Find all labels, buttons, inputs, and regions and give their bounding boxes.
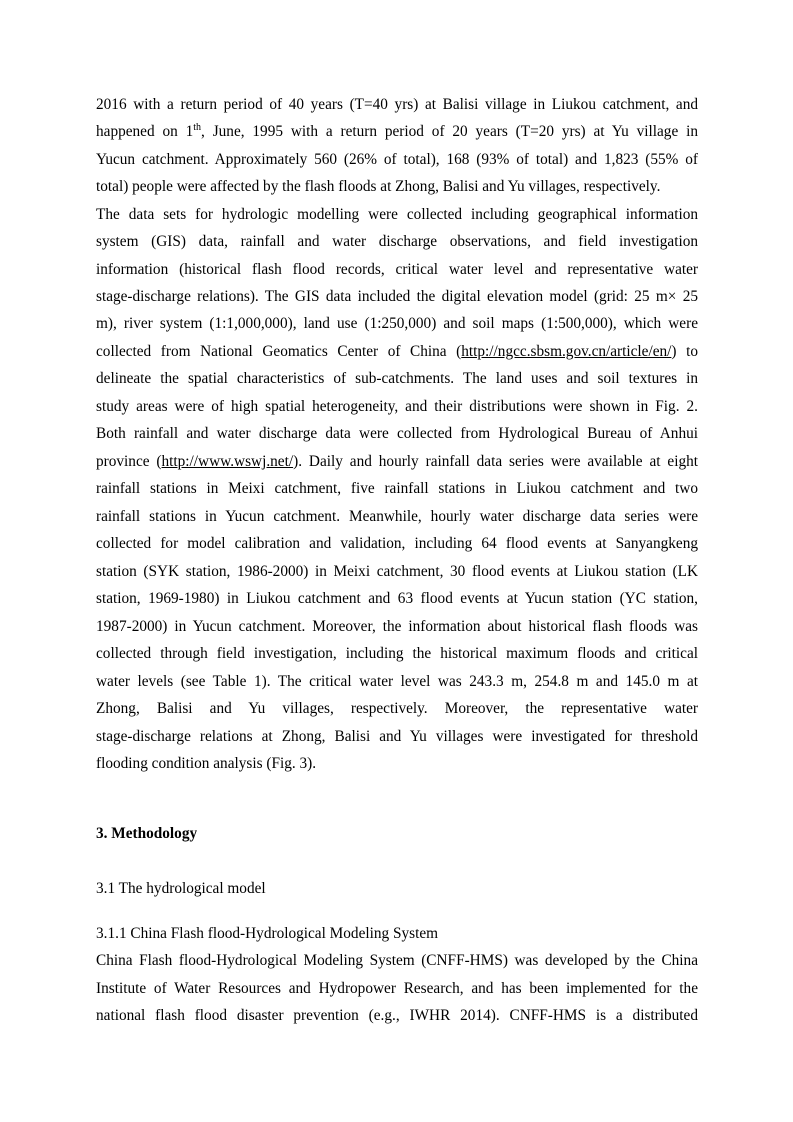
ordinal-superscript: th xyxy=(193,121,202,133)
text-line: province (http://www.wswj.net/). Daily and hourly rainfall data series were available at eight xyxy=(96,453,698,470)
text-line: Yucun catchment. Approximately 560 (26% of total), 168 (93% of total) and 1,823 (55% of xyxy=(96,151,698,168)
text-line: delineate the spatial characteristics of sub-catchments. The land uses and soil textures in xyxy=(96,370,698,387)
text-line: happened on 1th, June, 1995 with a return period of 20 years (T=20 yrs) at Yu village in xyxy=(96,121,698,140)
subsubsection-heading: 3.1.1 China Flash flood-Hydrological Modeling System xyxy=(96,925,439,942)
text-line: flooding condition analysis (Fig. 3). xyxy=(96,755,317,772)
text-line: collected from National Geomatics Center of China (http://ngcc.sbsm.gov.cn/article/en/) to xyxy=(96,343,698,360)
text-line: Both rainfall and water discharge data were collected from Hydrological Bureau of Anhui xyxy=(96,425,698,442)
text-line: system (GIS) data, rainfall and water discharge observations, and field investigation xyxy=(96,233,698,250)
wswj-link[interactable]: http://www.wswj.net/ xyxy=(161,453,294,470)
text-line: station (SYK station, 1986-2000) in Meixi catchment, 30 flood events at Liukou station (LK xyxy=(96,563,698,580)
text-line: station, 1969-1980) in Liukou catchment and 63 flood events at Yucun station (YC station, xyxy=(96,590,698,607)
text-line: information (historical flash flood records, critical water level and representative water xyxy=(96,261,698,278)
section-heading: 3. Methodology xyxy=(96,825,198,842)
subsection-heading: 3.1 The hydrological model xyxy=(96,880,266,897)
text-line: water levels (see Table 1). The critical water level was 243.3 m, 254.8 m and 145.0 m at xyxy=(96,673,698,690)
text-line: rainfall stations in Yucun catchment. Meanwhile, hourly water discharge data series were xyxy=(96,508,698,525)
text-line: Institute of Water Resources and Hydropower Research, and has been implemented for the xyxy=(96,980,698,997)
text-line: rainfall stations in Meixi catchment, five rainfall stations in Liukou catchment and two xyxy=(96,480,698,497)
text-line: Zhong, Balisi and Yu villages, respectively. Moreover, the representative water xyxy=(96,700,698,717)
text-line: 2016 with a return period of 40 years (T=40 yrs) at Balisi village in Liukou catchment, and xyxy=(96,96,698,113)
text-line: m), river system (1:1,000,000), land use (1:250,000) and soil maps (1:500,000), which were xyxy=(96,315,698,332)
text-line: collected through field investigation, including the historical maximum floods and critical xyxy=(96,645,698,662)
text-line: national flash flood disaster prevention (e.g., IWHR 2014). CNFF-HMS is a distributed xyxy=(96,1007,698,1024)
text-line: The data sets for hydrologic modelling were collected including geographical information xyxy=(96,206,698,223)
text-line: stage-discharge relations). The GIS data included the digital elevation model (grid: 25 m× 25 xyxy=(96,288,698,305)
text-line: total) people were affected by the flash floods at Zhong, Balisi and Yu villages, respectively. xyxy=(96,178,661,195)
text-line: collected for model calibration and validation, including 64 flood events at Sanyangkeng xyxy=(96,535,698,552)
text-line: China Flash flood-Hydrological Modeling System (CNFF-HMS) was developed by the China xyxy=(96,952,698,969)
ngcc-link[interactable]: http://ngcc.sbsm.gov.cn/article/en/ xyxy=(461,343,672,360)
text-line: 1987-2000) in Yucun catchment. Moreover, the information about historical flash floods was xyxy=(96,618,698,635)
text-line: study areas were of high spatial heterogeneity, and their distributions were shown in Fig. 2. xyxy=(96,398,698,415)
text-line: stage-discharge relations at Zhong, Balisi and Yu villages were investigated for threshold xyxy=(96,728,698,745)
